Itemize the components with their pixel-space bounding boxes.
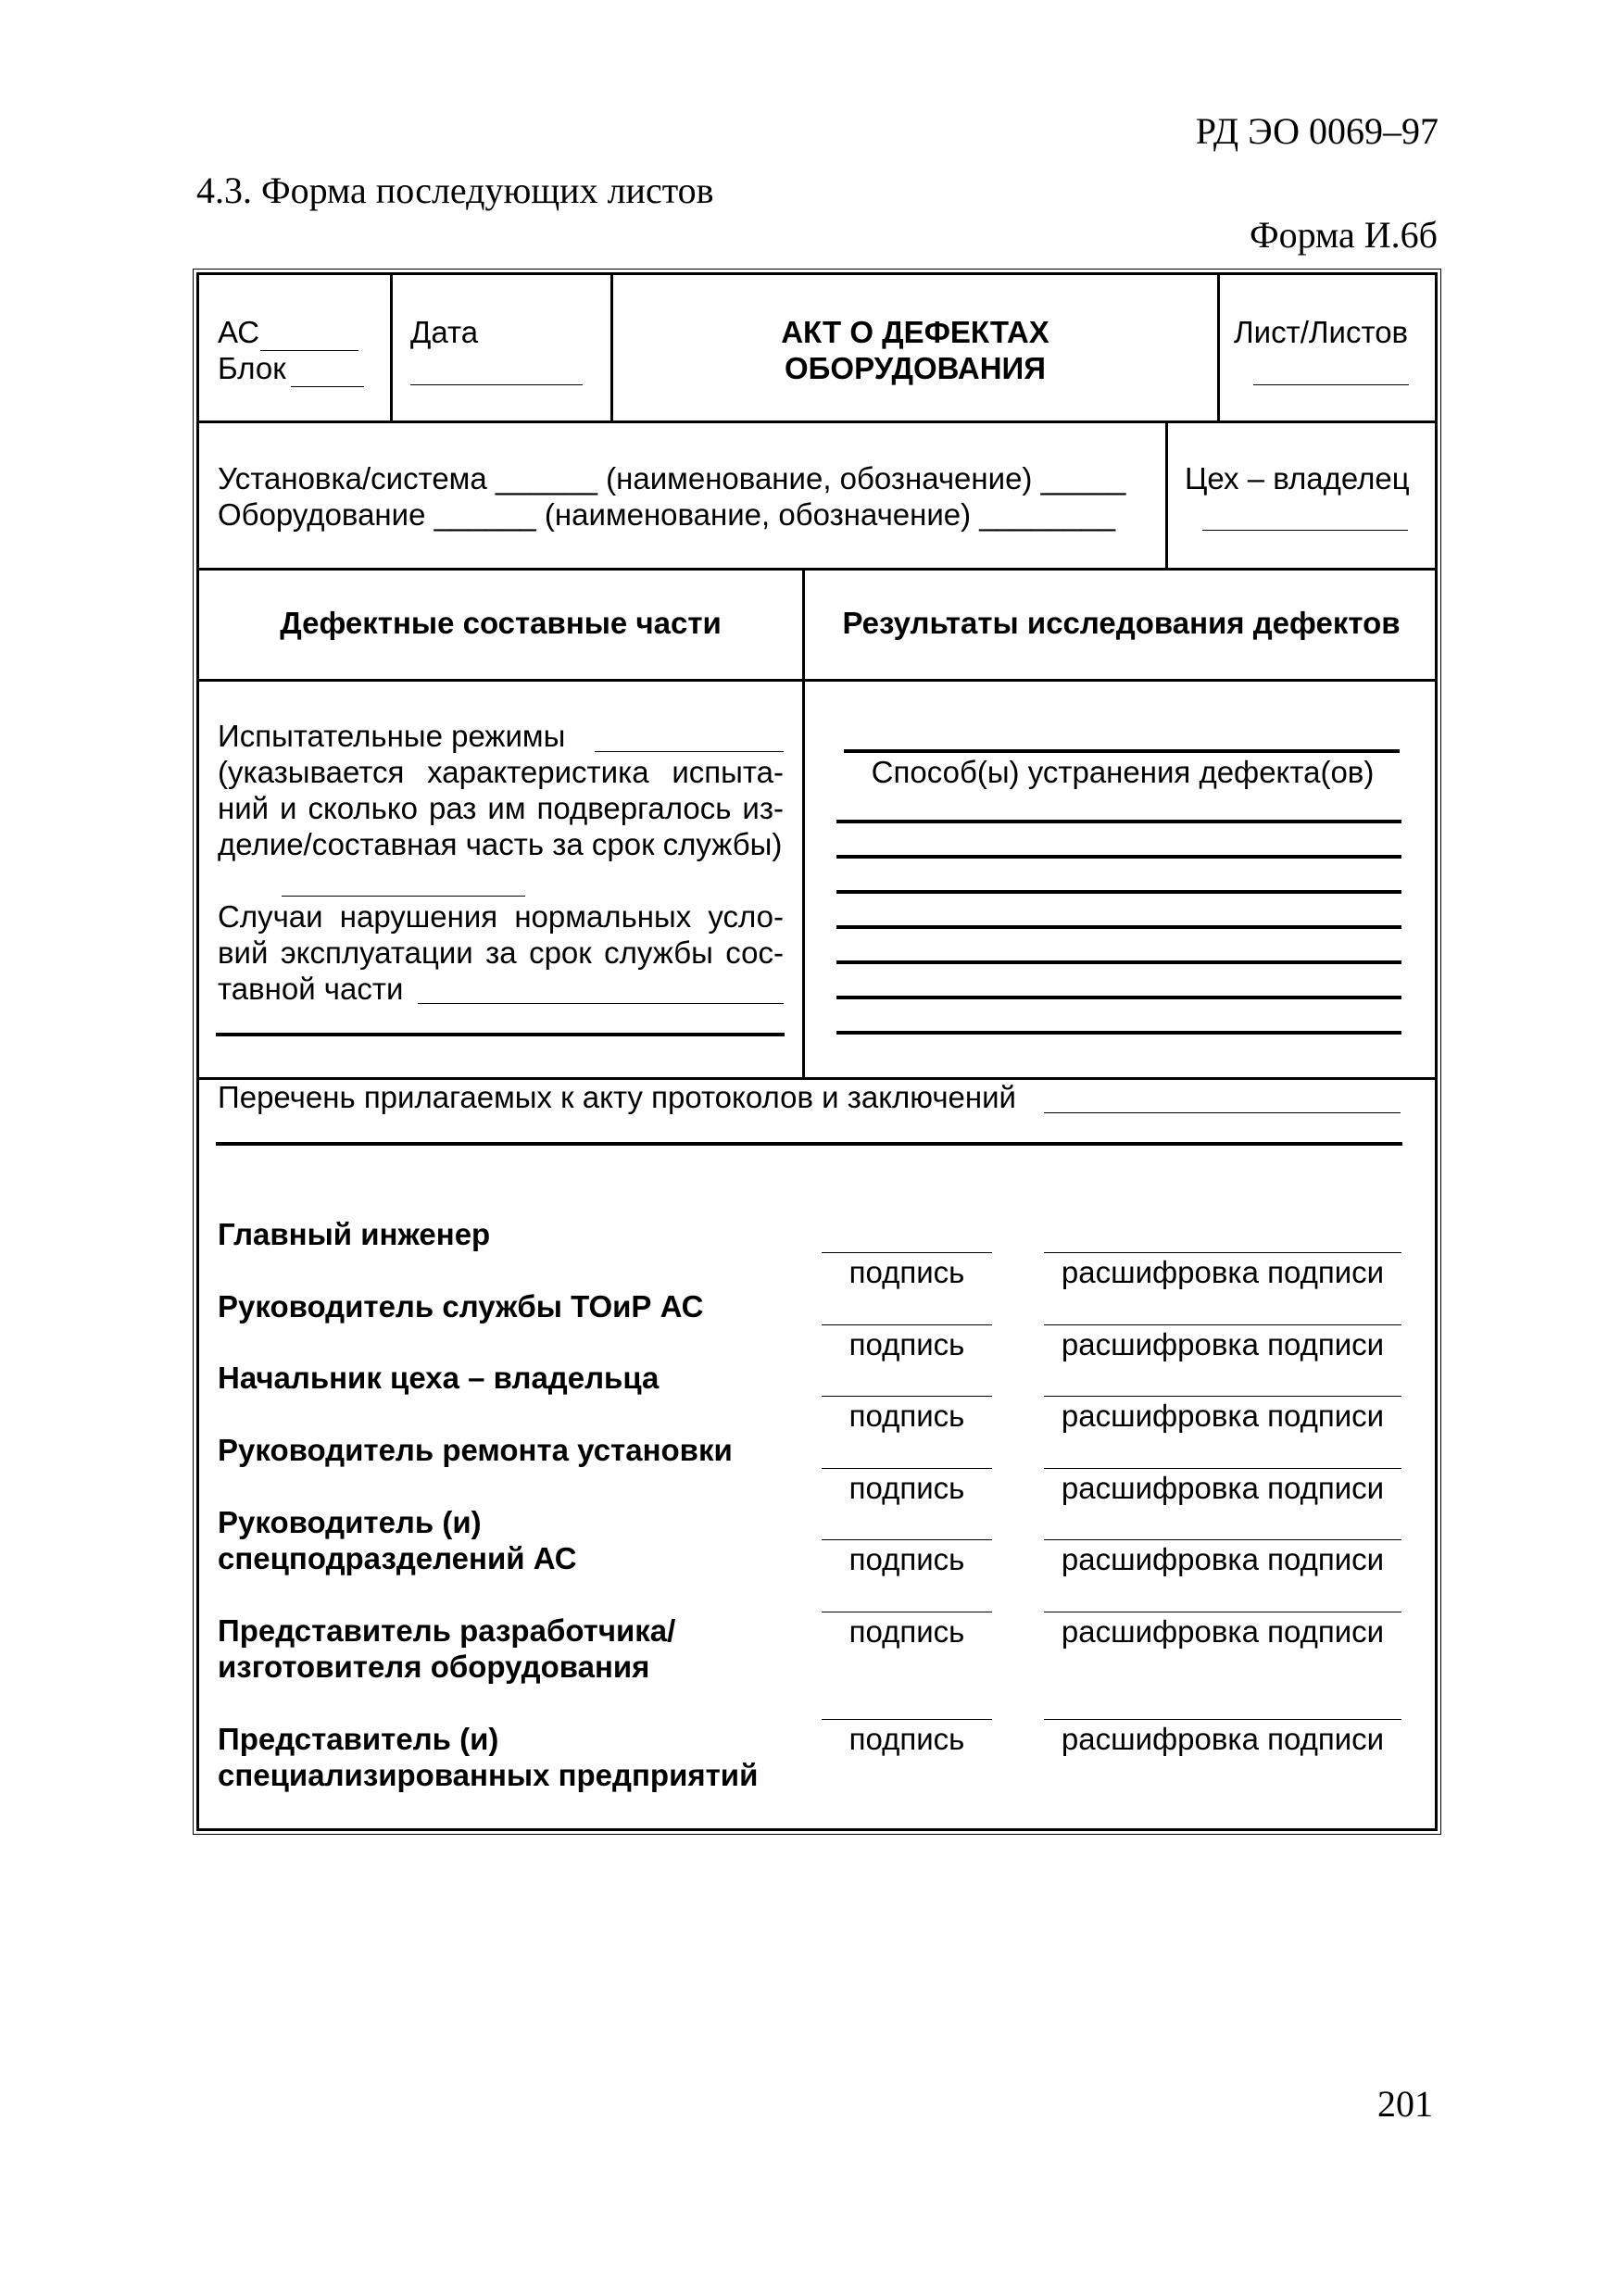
results-line: [836, 925, 1401, 929]
page-number: 201: [1377, 2083, 1433, 2125]
form-number: Форма И.6б: [1249, 214, 1438, 256]
sheets-field[interactable]: [1253, 384, 1409, 385]
test-modes-note-field[interactable]: [282, 896, 525, 897]
attachments-line: [216, 1142, 1402, 1146]
test-modes-note: (указывается характеристика испытаний и сколько раз им подвергалось изделие/составная часть за срок службы): [218, 755, 784, 861]
decode-caption: расшифровка подписи: [1061, 1542, 1385, 1576]
signature-line[interactable]: [822, 1396, 992, 1397]
signature-line[interactable]: [822, 1719, 992, 1720]
signature-caption: подпись: [848, 1471, 965, 1505]
signature-caption: подпись: [848, 1722, 965, 1756]
block-field[interactable]: [291, 386, 364, 387]
role-workshop-head: Начальник цеха – владельца: [218, 1361, 660, 1395]
signature-caption: подпись: [848, 1255, 965, 1289]
col-divider: [1217, 275, 1220, 420]
signature-caption: подпись: [848, 1327, 965, 1361]
col-divider: [1165, 420, 1168, 568]
workshop-owner-label: Цех – владелец: [1185, 461, 1410, 496]
role-special-units-head: Руководитель (и): [218, 1505, 482, 1539]
col-divider: [802, 568, 805, 1077]
row-divider: [199, 420, 1435, 423]
row-divider: [199, 679, 1435, 682]
decode-line[interactable]: [1044, 1468, 1401, 1469]
date-field[interactable]: [410, 384, 583, 385]
equipment-line: Оборудование ______ (наименование, обозначение) ________: [218, 497, 1116, 532]
elimination-methods-label: Способ(ы) устранения дефекта(ов): [871, 755, 1375, 789]
violations-line: [216, 1033, 785, 1036]
signature-line[interactable]: [822, 1468, 992, 1469]
role-specialized-rep: Представитель (и): [218, 1722, 499, 1756]
role-special-units-head: спецподразделений АС: [218, 1541, 577, 1575]
decode-line[interactable]: [1044, 1539, 1401, 1540]
results-line: [836, 890, 1401, 894]
defective-parts-header: Дефектные составные части: [280, 606, 722, 640]
signature-line[interactable]: [822, 1539, 992, 1540]
role-toir-head: Руководитель службы ТОиР АС: [218, 1289, 704, 1324]
defect-results-header: Результаты исследования дефектов: [842, 606, 1401, 640]
col-divider: [390, 275, 393, 420]
workshop-owner-field[interactable]: [1202, 530, 1408, 531]
sheets-label: Лист/Листов: [1234, 315, 1409, 349]
decode-line[interactable]: [1044, 1719, 1401, 1720]
decode-caption: расшифровка подписи: [1061, 1471, 1385, 1505]
signature-caption: подпись: [848, 1399, 965, 1433]
decode-caption: расшифровка подписи: [1061, 1722, 1385, 1756]
as-label: АС: [218, 315, 260, 349]
role-developer-rep: Представитель разработчика/: [218, 1613, 676, 1648]
role-repair-head: Руководитель ремонта установки: [218, 1433, 733, 1467]
violations-field[interactable]: [418, 1003, 784, 1004]
attachments-label: Перечень прилагаемых к акту протоколов и заключений: [218, 1080, 1016, 1114]
results-line: [836, 960, 1401, 964]
results-line: [836, 996, 1401, 999]
signature-caption: подпись: [848, 1614, 965, 1649]
act-title: ОБОРУДОВАНИЯ: [785, 351, 1046, 385]
signature-line[interactable]: [822, 1324, 992, 1325]
attachments-field[interactable]: [1044, 1112, 1401, 1113]
signature-line[interactable]: [822, 1252, 992, 1253]
role-specialized-rep: специализированных предприятий: [218, 1758, 759, 1792]
test-modes-field[interactable]: [595, 751, 784, 752]
system-line: Установка/система ______ (наименование, обозначение) _____: [218, 461, 1126, 496]
results-line: [836, 1031, 1401, 1035]
block-label: Блок: [218, 351, 286, 385]
act-title: АКТ О ДЕФЕКТАХ: [781, 315, 1049, 349]
row-divider: [199, 568, 1435, 571]
signature-caption: подпись: [848, 1542, 965, 1576]
decode-caption: расшифровка подписи: [1061, 1255, 1385, 1289]
date-label: Дата: [410, 315, 479, 349]
results-line: [836, 855, 1401, 859]
section-title: 4.3. Форма последующих листов: [196, 169, 714, 211]
role-chief-engineer: Главный инженер: [218, 1217, 491, 1251]
test-modes-label: Испытательные режимы: [218, 719, 566, 753]
role-developer-rep: изготовителя оборудования: [218, 1650, 650, 1684]
col-divider: [610, 275, 613, 420]
document-code: РД ЭО 0069–97: [1195, 110, 1439, 152]
decode-caption: расшифровка подписи: [1061, 1399, 1385, 1433]
results-line: [844, 749, 1400, 753]
decode-line[interactable]: [1044, 1396, 1401, 1397]
results-line: [836, 820, 1401, 823]
decode-line[interactable]: [1044, 1324, 1401, 1325]
decode-caption: расшифровка подписи: [1061, 1327, 1385, 1361]
defect-act-form: [196, 272, 1438, 1831]
decode-caption: расшифровка подписи: [1061, 1614, 1385, 1649]
decode-line[interactable]: [1044, 1252, 1401, 1253]
violations-text: Случаи нарушения нормальных условий эксплуатации за срок службы составной части: [218, 899, 784, 1006]
